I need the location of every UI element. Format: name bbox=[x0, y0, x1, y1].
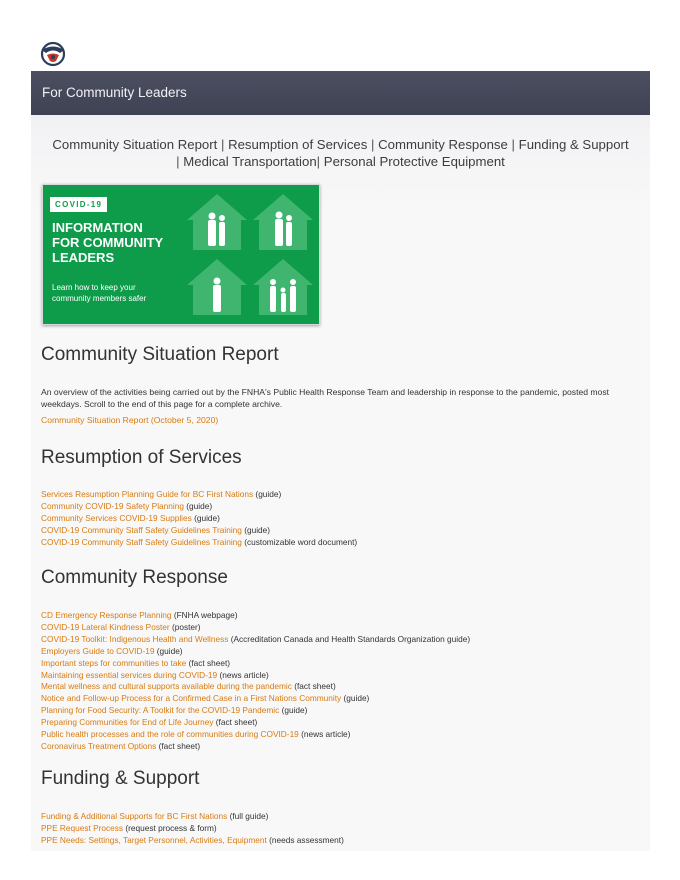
resource-note: (FNHA webpage) bbox=[171, 610, 238, 620]
resource-link[interactable]: Planning for Food Security: A Toolkit for the COVID-19 Pandemic bbox=[41, 705, 280, 716]
resource-link[interactable]: Coronavirus Treatment Options bbox=[41, 740, 157, 751]
resource-link[interactable]: Public health processes and the role of communities during COVID-19 bbox=[41, 729, 299, 740]
resource-link[interactable]: PPE Request Process bbox=[41, 822, 124, 833]
list-item bbox=[41, 835, 641, 847]
list-item bbox=[41, 489, 641, 501]
resource-link[interactable]: COVID-19 Community Staff Safety Guidelines Training bbox=[41, 536, 242, 547]
resource-link[interactable]: COVID-19 Community Staff Safety Guidelines Training bbox=[41, 524, 242, 535]
fnha-eagle-logo-icon[interactable] bbox=[38, 41, 68, 67]
nav-separator: | bbox=[316, 154, 321, 169]
list-item bbox=[41, 741, 641, 753]
nav-separator: | bbox=[371, 137, 375, 152]
list-item bbox=[41, 634, 641, 646]
resource-link[interactable]: CD Emergency Response Planning bbox=[41, 610, 172, 620]
section-heading-funding: Funding & Support bbox=[41, 768, 200, 789]
banner-title-line: FOR COMMUNITY bbox=[52, 235, 164, 250]
covid-info-banner[interactable] bbox=[42, 184, 320, 325]
nav-separator: | bbox=[176, 154, 180, 169]
resource-note: (fact sheet) bbox=[213, 717, 258, 728]
resource-link[interactable]: Community Services COVID-19 Supplies bbox=[41, 512, 192, 523]
resource-note: (needs assessment) bbox=[266, 834, 344, 845]
list-item bbox=[41, 537, 641, 549]
situation-description: An overview of the activities being carried out by the FNHA's Public Health Response Team and leadership in response to the pandemic, posted most weekdays. Scroll to the end of this page for a complete archive. bbox=[41, 387, 610, 409]
banner-subtitle bbox=[52, 282, 172, 304]
list-item bbox=[41, 646, 641, 658]
resource-note: (fact sheet) bbox=[186, 657, 231, 668]
resource-link[interactable]: COVID-19 Lateral Kindness Poster bbox=[41, 621, 170, 632]
list-item bbox=[41, 717, 641, 729]
resource-link[interactable]: Services Resumption Planning Guide for BC First Nations bbox=[41, 489, 254, 499]
resource-link[interactable]: Important steps for communities to take bbox=[41, 657, 187, 668]
list-item bbox=[41, 729, 641, 741]
banner-title-line: INFORMATION bbox=[52, 220, 143, 235]
resource-note: (guide) bbox=[341, 693, 370, 704]
nav-link-community-response[interactable]: Community Response bbox=[378, 137, 508, 152]
resource-note: (guide) bbox=[253, 489, 282, 499]
banner-title bbox=[52, 220, 182, 265]
list-item bbox=[41, 513, 641, 525]
nav-link-medical-transport[interactable]: Medical Transportation bbox=[183, 154, 317, 169]
resource-note: (fact sheet) bbox=[291, 681, 336, 692]
list-item bbox=[41, 823, 641, 835]
resource-note: (guide) bbox=[154, 645, 183, 656]
banner-subtitle-line: community members safer bbox=[52, 294, 147, 303]
list-item bbox=[41, 658, 641, 670]
resource-note: (request process & form) bbox=[123, 822, 217, 833]
resource-note: (guide) bbox=[183, 500, 213, 511]
situation-report-link[interactable]: Community Situation Report (October 5, 2020) bbox=[41, 415, 219, 425]
resource-link[interactable]: Mental wellness and cultural supports available during the pandemic bbox=[41, 681, 292, 692]
list-item bbox=[41, 693, 641, 705]
section-heading-situation-report: Community Situation Report bbox=[41, 344, 279, 365]
resource-note: (news article) bbox=[298, 729, 351, 740]
list-item bbox=[41, 610, 641, 622]
section-heading-community-response: Community Response bbox=[41, 567, 228, 588]
list-item bbox=[41, 525, 641, 537]
list-item bbox=[41, 670, 641, 682]
resource-note: (news article) bbox=[217, 669, 269, 680]
list-item bbox=[41, 501, 641, 513]
list-item bbox=[41, 705, 641, 717]
resource-note: (full guide) bbox=[227, 811, 269, 821]
page-title: For Community Leaders bbox=[42, 85, 187, 100]
resumption-list bbox=[41, 489, 641, 549]
nav-link-resumption[interactable]: Resumption of Services bbox=[228, 137, 368, 152]
resource-link[interactable]: Preparing Communities for End of Life Journey bbox=[41, 717, 214, 728]
resource-link[interactable]: Funding & Additional Supports for BC First Nations bbox=[41, 811, 228, 821]
resource-note: (guide) bbox=[191, 512, 220, 523]
resource-link[interactable]: Community COVID-19 Safety Planning bbox=[41, 500, 184, 511]
resource-note: (Accreditation Canada and Health Standards Organization guide) bbox=[228, 633, 471, 644]
community-response-list bbox=[41, 610, 641, 753]
funding-list bbox=[41, 811, 641, 847]
resource-link[interactable]: Employers Guide to COVID-19 bbox=[41, 645, 155, 656]
nav-separator: | bbox=[220, 137, 225, 152]
banner-title-line: LEADERS bbox=[52, 250, 115, 265]
resource-note: (customizable word document) bbox=[241, 536, 358, 547]
section-heading-resumption: Resumption of Services bbox=[41, 447, 242, 468]
situation-link-row bbox=[41, 415, 641, 427]
house-family-icons bbox=[181, 190, 317, 320]
resource-link[interactable]: Maintaining essential services during COVID-19 bbox=[41, 669, 218, 680]
list-item bbox=[41, 622, 641, 634]
page-content bbox=[31, 71, 650, 851]
resource-link[interactable]: PPE Needs: Settings, Target Personnel, Activities, Equipment bbox=[41, 834, 267, 845]
banner-subtitle-line: Learn how to keep your bbox=[52, 283, 136, 292]
resource-link[interactable]: COVID-19 Toolkit: Indigenous Health and Wellness bbox=[41, 633, 229, 644]
nav-link-ppe[interactable]: Personal Protective Equipment bbox=[323, 154, 505, 169]
section-nav bbox=[31, 136, 650, 170]
banner-tag: COVID-19 bbox=[50, 197, 107, 212]
nav-link-funding[interactable]: Funding & Support bbox=[518, 137, 629, 152]
nav-separator: | bbox=[511, 137, 515, 152]
page-header-bar bbox=[31, 71, 650, 115]
resource-note: (guide) bbox=[241, 524, 271, 535]
list-item bbox=[41, 681, 641, 693]
resource-note: (fact sheet) bbox=[156, 740, 201, 751]
resource-note: (guide) bbox=[279, 705, 308, 716]
resource-link[interactable]: Notice and Follow-up Process for a Confirmed Case in a First Nations Community bbox=[41, 693, 342, 704]
resource-note: (poster) bbox=[169, 621, 201, 632]
list-item bbox=[41, 811, 641, 823]
nav-link-situation-report[interactable]: Community Situation Report bbox=[52, 137, 218, 152]
